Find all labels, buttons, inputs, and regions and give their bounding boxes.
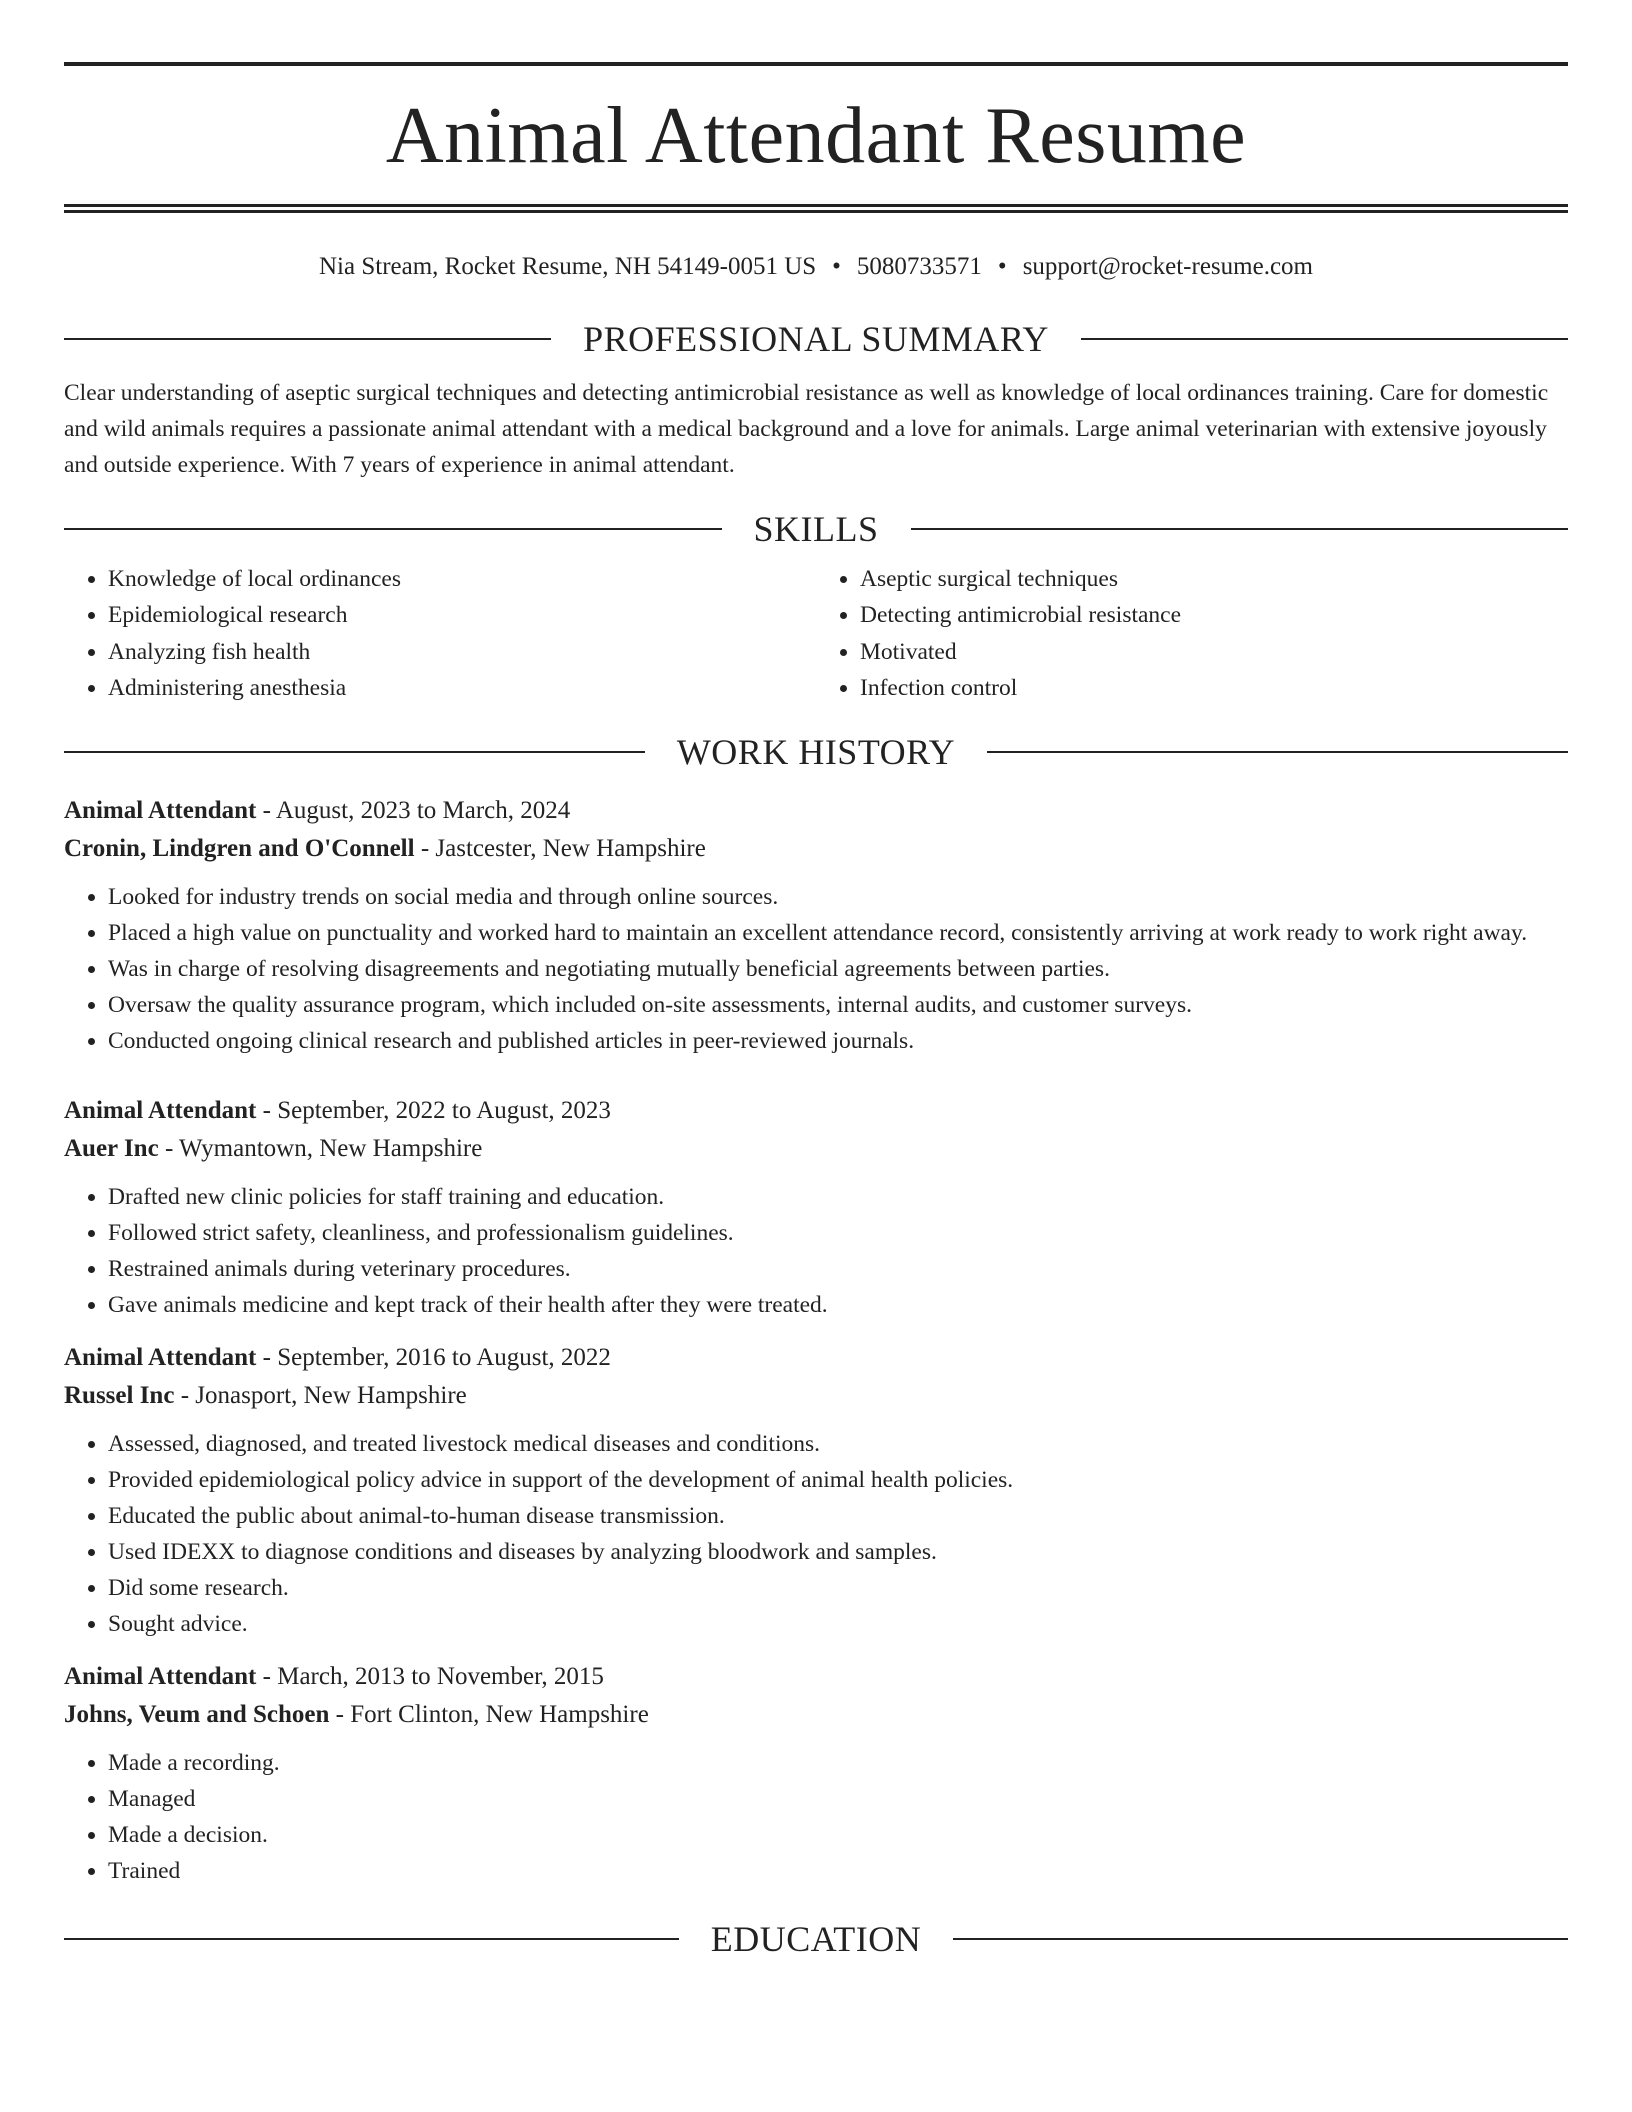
job-bullet: • Used IDEXX to diagnose conditions and diseases by analyzing bloodwork and samples. (108, 1534, 1568, 1570)
job-bullets (64, 879, 1568, 1059)
job-bullet: • Sought advice. (108, 1606, 1568, 1642)
job-dates: - March, 2013 to November, 2015 (262, 1663, 604, 1691)
job-bullet: • Made a recording. (108, 1745, 1568, 1781)
job-bullet: • Gave animals medicine and kept track of their health after they were treated. (108, 1287, 1568, 1323)
job-bullet: • Followed strict safety, cleanliness, and professionalism guidelines. (108, 1215, 1568, 1251)
job-bullet: • Placed a high value on punctuality and worked hard to maintain an excellent attendance record, consistently arriving at work ready to work right away. (108, 915, 1568, 951)
section-rule-left (64, 1938, 679, 1940)
job-dates: - September, 2016 to August, 2022 (262, 1344, 611, 1372)
top-rule (64, 62, 1568, 66)
contact-phone: 5080733571 (856, 253, 982, 280)
job-bullet: • Made a decision. (108, 1817, 1568, 1853)
summary-heading: PROFESSIONAL SUMMARY (583, 319, 1049, 359)
job-company: Russel Inc (64, 1382, 175, 1410)
job-bullets (64, 1745, 1568, 1889)
skill-item: • Knowledge of local ordinances (108, 561, 816, 597)
skills-heading: SKILLS (753, 509, 879, 549)
job-company-line (64, 1130, 1568, 1168)
job-bullet: • Restrained animals during veterinary procedures. (108, 1251, 1568, 1287)
job-title-line (64, 1339, 1568, 1377)
job-title: Animal Attendant (64, 1344, 257, 1372)
page-title: Animal Attendant Resume (385, 92, 1247, 180)
job-company: Cronin, Lindgren and O'Connell (64, 835, 415, 863)
skills-column-right (816, 561, 1568, 706)
education-heading: EDUCATION (710, 1919, 922, 1960)
job-bullet: • Provided epidemiological policy advice in support of the development of animal health policies. (108, 1462, 1568, 1498)
job-title: Animal Attendant (64, 797, 257, 825)
contact-separator: • (832, 253, 841, 280)
job-location: - Fort Clinton, New Hampshire (335, 1701, 649, 1729)
job-dates: - September, 2022 to August, 2023 (262, 1097, 611, 1125)
job-company: Auer Inc (64, 1135, 159, 1163)
job-company: Johns, Veum and Schoen (64, 1701, 330, 1729)
skills-section-header (64, 505, 1568, 553)
section-rule-right (953, 1938, 1568, 1940)
job-bullet: • Trained (108, 1853, 1568, 1889)
contact-address: Nia Stream, Rocket Resume, NH 54149-0051 US (319, 253, 817, 280)
work-section-header (64, 728, 1568, 776)
job-location: - Jastcester, New Hampshire (420, 835, 706, 863)
job-bullet: • Was in charge of resolving disagreements and negotiating mutually beneficial agreements between parties. (108, 951, 1568, 987)
job-bullet: • Managed (108, 1781, 1568, 1817)
skill-item: • Epidemiological research (108, 597, 816, 633)
skills-column-left (64, 561, 816, 706)
job-location: - Wymantown, New Hampshire (164, 1135, 483, 1163)
section-rule-right (911, 528, 1569, 530)
skill-item: • Analyzing fish health (108, 634, 816, 670)
job-bullet: • Assessed, diagnosed, and treated livestock medical diseases and conditions. (108, 1426, 1568, 1462)
title-double-rule (64, 204, 1568, 213)
job-location: - Jonasport, New Hampshire (180, 1382, 467, 1410)
section-rule-right (987, 751, 1568, 753)
job-title-line (64, 1658, 1568, 1696)
job-bullets (64, 1426, 1568, 1642)
job-bullet: • Drafted new clinic policies for staff training and education. (108, 1179, 1568, 1215)
job-dates: - August, 2023 to March, 2024 (262, 797, 571, 825)
job-bullet: • Conducted ongoing clinical research and published articles in peer-reviewed journals. (108, 1023, 1568, 1059)
job-company-line (64, 1696, 1568, 1734)
job-bullet: • Did some research. (108, 1570, 1568, 1606)
job-entry (64, 1092, 1568, 1323)
section-rule-left (64, 528, 722, 530)
job-bullets (64, 1179, 1568, 1323)
skill-item: • Motivated (860, 634, 1568, 670)
job-company-line (64, 1377, 1568, 1415)
job-bullet: • Oversaw the quality assurance program, which included on-site assessments, internal audits, and customer surveys. (108, 987, 1568, 1023)
skill-item: • Detecting antimicrobial resistance (860, 597, 1568, 633)
summary-text: Clear understanding of aseptic surgical techniques and detecting antimicrobial resistance as well as knowledge of local ordinances training. Care for domestic and wild animals requires a passionate animal attendant with a medical background and a love for animals. Large animal veterinarian with extensive joyously and outside experience. With 7 years of experience in animal attendant. (64, 380, 1549, 478)
job-bullet: • Educated the public about animal-to-human disease transmission. (108, 1498, 1568, 1534)
skill-item: • Administering anesthesia (108, 670, 816, 706)
job-company-line (64, 830, 1568, 868)
job-bullet: • Looked for industry trends on social media and through online sources. (108, 879, 1568, 915)
job-title: Animal Attendant (64, 1097, 257, 1125)
job-title: Animal Attendant (64, 1663, 257, 1691)
job-title-line (64, 1092, 1568, 1130)
job-entry (64, 1658, 1568, 1889)
skills-list (64, 561, 1568, 706)
education-section-header (64, 1915, 1568, 1963)
job-entry (64, 1339, 1568, 1642)
job-title-line (64, 792, 1568, 830)
summary-section-header (64, 315, 1568, 363)
section-rule-left (64, 751, 645, 753)
contact-line (64, 247, 1568, 287)
contact-email: support@rocket-resume.com (1022, 253, 1313, 280)
section-rule-right (1081, 338, 1568, 340)
section-rule-left (64, 338, 551, 340)
work-heading: WORK HISTORY (676, 732, 956, 773)
job-entry (64, 792, 1568, 1059)
contact-separator: • (997, 253, 1007, 280)
skill-item: • Infection control (860, 670, 1568, 706)
skill-item: • Aseptic surgical techniques (860, 561, 1568, 597)
